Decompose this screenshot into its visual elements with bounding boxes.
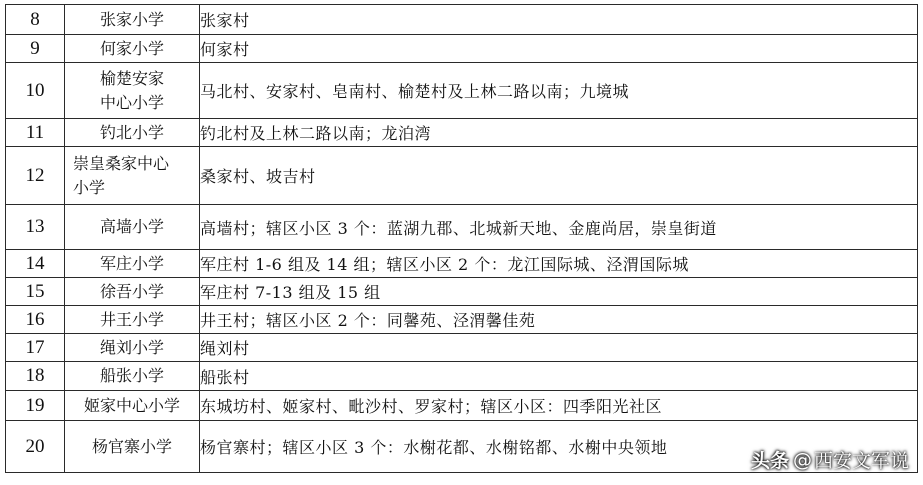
school-name: 钓北小学 — [65, 119, 200, 147]
row-number: 19 — [6, 391, 65, 421]
table-row — [6, 205, 918, 250]
table-row — [6, 5, 918, 35]
service-area: 钓北村及上林二路以南；龙泊湾 — [200, 119, 918, 147]
school-name: 井王小学 — [65, 306, 200, 334]
row-number: 8 — [6, 5, 65, 35]
school-district-table — [5, 4, 918, 473]
table-row — [6, 391, 918, 421]
service-area: 马北村、安家村、皂南村、榆楚村及上林二路以南；九境城 — [200, 63, 918, 119]
school-name: 绳刘小学 — [65, 334, 200, 362]
service-area: 何家村 — [200, 35, 918, 63]
table-row — [6, 334, 918, 362]
toutiao-logo: 头条 — [750, 450, 789, 472]
table-row — [6, 147, 918, 205]
school-name: 何家小学 — [65, 35, 200, 63]
row-number: 10 — [6, 63, 65, 119]
row-number: 9 — [6, 35, 65, 63]
school-name-line: 榆楚安家 — [99, 68, 164, 88]
school-name: 军庄小学 — [65, 250, 200, 278]
table-row — [6, 362, 918, 391]
school-name: 徐吾小学 — [65, 278, 200, 306]
table-row — [6, 306, 918, 334]
service-area: 高墙村；辖区小区 3 个：蓝湖九郡、北城新天地、金鹿尚居，崇皇街道 — [200, 205, 918, 250]
service-area: 军庄村 7-13 组及 15 组 — [200, 278, 918, 306]
service-area: 杨官寨村；辖区小区 3 个：水榭花都、水榭铭都、水榭中央领地 — [200, 421, 918, 473]
row-number: 15 — [6, 278, 65, 306]
row-number: 17 — [6, 334, 65, 362]
watermark — [751, 446, 909, 473]
table-row — [6, 250, 918, 278]
school-name: 船张小学 — [65, 362, 200, 391]
school-name: 姬家中心小学 — [65, 391, 200, 421]
row-number: 11 — [6, 119, 65, 147]
table-row — [6, 35, 918, 63]
row-number: 12 — [6, 147, 65, 205]
table-row — [6, 63, 918, 119]
service-area: 东城坊村、姬家村、毗沙村、罗家村；辖区小区：四季阳光社区 — [200, 391, 918, 421]
service-area: 绳刘村 — [200, 334, 918, 362]
row-number: 20 — [6, 421, 65, 473]
row-number: 16 — [6, 306, 65, 334]
school-name: 高墙小学 — [65, 205, 200, 250]
row-number: 18 — [6, 362, 65, 391]
school-name: 张家小学 — [65, 5, 200, 35]
service-area: 船张村 — [200, 362, 918, 391]
service-area: 张家村 — [200, 5, 918, 35]
row-number: 13 — [6, 205, 65, 250]
school-name-line: 中心小学 — [99, 92, 164, 112]
school-name-line: 小学 — [73, 177, 106, 197]
school-name-line: 崇皇桑家中心 — [73, 153, 170, 173]
school-name: 杨官寨小学 — [65, 421, 200, 473]
account-name: 西安文军说 — [813, 450, 909, 472]
school-name — [65, 63, 200, 119]
school-name — [65, 147, 200, 205]
service-area: 桑家村、坡吉村 — [200, 147, 918, 205]
service-area: 军庄村 1-6 组及 14 组；辖区小区 2 个：龙江国际城、泾渭国际城 — [200, 250, 918, 278]
at-symbol: @ — [792, 448, 812, 471]
table-row — [6, 278, 918, 306]
service-area: 井王村；辖区小区 2 个：同馨苑、泾渭馨佳苑 — [200, 306, 918, 334]
table-row — [6, 119, 918, 147]
row-number: 14 — [6, 250, 65, 278]
